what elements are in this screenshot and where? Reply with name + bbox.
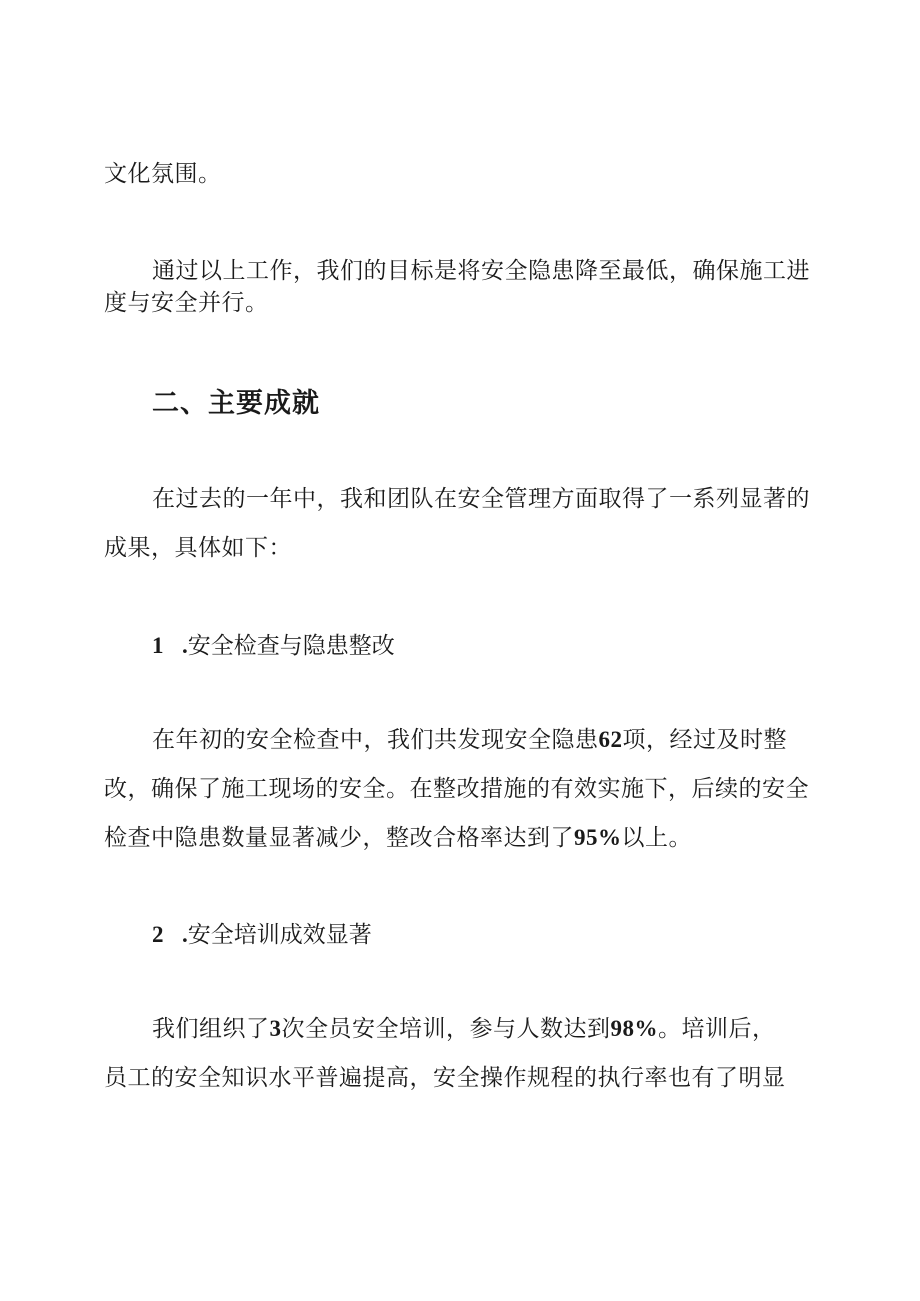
text-line: 成果，具体如下： [104, 535, 292, 561]
paragraph-goal-line-1 [152, 255, 810, 287]
paragraph-intro-line-2 [104, 532, 292, 564]
list-item-number: 1 [152, 633, 164, 658]
list-item-dot: . [182, 922, 188, 947]
paragraph-culture-end [104, 158, 222, 190]
text-line: 通过以上工作，我们的目标是将安全隐患降至最低，确保施工进 [152, 258, 810, 284]
paragraph-training-line-2 [104, 1062, 786, 1094]
paragraph-goal-line-2 [104, 287, 269, 319]
text-line: 改，确保了施工现场的安全。在整改措施的有效实施下，后续的安全 [104, 776, 809, 802]
list-item-1-heading [152, 630, 395, 662]
text-segment: 以上。 [621, 825, 692, 851]
text-line: 在过去的一年中，我和团队在安全管理方面取得了一系列显著的 [152, 486, 810, 512]
section-title: 二、主要成就 [152, 388, 320, 419]
list-item-title: 安全检查与隐患整改 [187, 633, 395, 659]
pass-rate: 95% [574, 825, 622, 850]
text-segment: 。培训后， [658, 1016, 776, 1042]
paragraph-inspection-line-3 [104, 822, 692, 854]
paragraph-intro-line-1 [152, 483, 810, 515]
hazard-count: 62 [598, 727, 623, 752]
paragraph-inspection-line-2 [104, 773, 809, 805]
text-line: 度与安全并行。 [104, 290, 269, 316]
list-item-2-heading [152, 919, 372, 951]
text-line: 文化氛围。 [104, 161, 222, 187]
list-item-title: 安全培训成效显著 [187, 922, 372, 948]
text-segment: 我们组织了 [152, 1016, 270, 1042]
text-segment: 检查中隐患数量显著减少，整改合格率达到了 [104, 825, 574, 851]
text-line: 员工的安全知识水平普遍提高，安全操作规程的执行率也有了明显 [104, 1065, 786, 1091]
training-count: 3 [269, 1016, 282, 1041]
text-segment: 次全员安全培训，参与人数达到 [281, 1016, 611, 1042]
paragraph-inspection-line-1 [152, 724, 787, 756]
section-heading-main-achievements [152, 386, 320, 422]
text-segment: 在年初的安全检查中，我们共发现安全隐患 [152, 727, 599, 753]
participation-rate: 98% [610, 1016, 658, 1041]
list-item-number: 2 [152, 922, 164, 947]
text-segment: 项，经过及时整 [622, 727, 787, 753]
paragraph-training-line-1 [152, 1013, 776, 1045]
list-item-dot: . [182, 633, 188, 658]
